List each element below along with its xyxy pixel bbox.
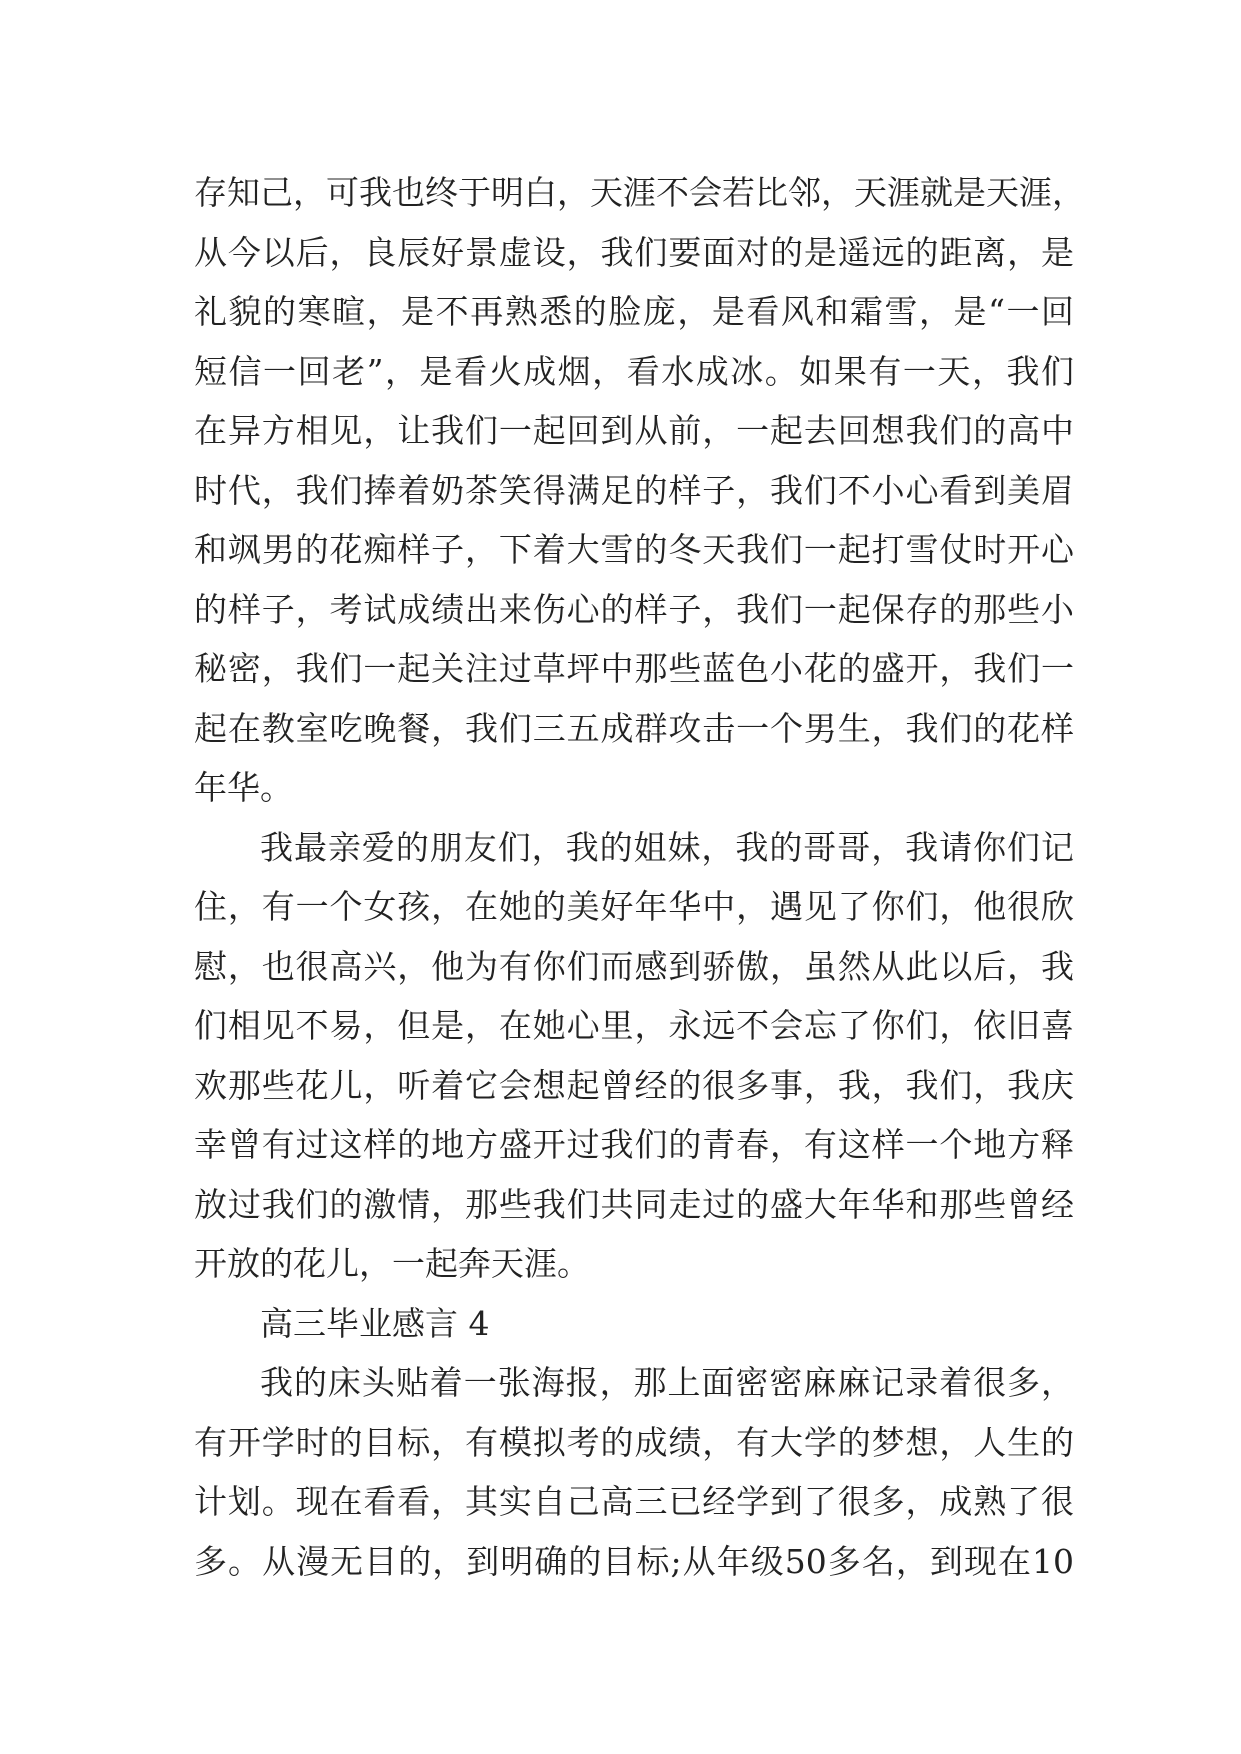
text-line: 开放的花儿，一起奔天涯。 — [194, 1244, 590, 1283]
text-line: 年华。 — [194, 768, 293, 807]
text-line: 放过我们的激情，那些我们共同走过的盛大年华和那些曾经 — [194, 1184, 1074, 1224]
text-line: 时代，我们捧着奶茶笑得满足的样子，我们不小心看到美眉 — [194, 470, 1074, 510]
text-line: 慰，也很高兴，他为有你们而感到骄傲，虽然从此以后，我 — [194, 946, 1074, 986]
section-heading: 高三毕业感言 4 — [260, 1303, 490, 1343]
text-line: 秘密，我们一起关注过草坪中那些蓝色小花的盛开，我们一 — [194, 649, 1074, 688]
text-line: 幸曾有过这样的地方盛开过我们的青春，有这样一个地方释 — [194, 1125, 1074, 1164]
text-line: 我的床头贴着一张海报，那上面密密麻麻记录着很多， — [260, 1363, 1074, 1402]
text-line: 住，有一个女孩，在她的美好年华中，遇见了你们，他很欣 — [194, 887, 1074, 926]
text-line: 我最亲爱的朋友们，我的姐妹，我的哥哥，我请你们记 — [260, 827, 1074, 867]
text-line: 的样子，考试成绩出来伤心的样子，我们一起保存的那些小 — [194, 589, 1074, 629]
text-line: 欢那些花儿，听着它会想起曾经的很多事，我，我们，我庆 — [194, 1065, 1074, 1105]
text-line: 多。从漫无目的，到明确的目标;从年级50多名，到现在10 — [194, 1541, 1074, 1581]
text-line: 们相见不易，但是，在她心里，永远不会忘了你们，依旧喜 — [194, 1006, 1074, 1045]
text-line: 礼貌的寒暄，是不再熟悉的脸庞，是看风和霜雪，是“一回 — [194, 292, 1074, 331]
text-line: 存知己，可我也终于明白，天涯不会若比邻，天涯就是天涯， — [194, 173, 1085, 212]
text-line: 有开学时的目标，有模拟考的成绩，有大学的梦想，人生的 — [194, 1422, 1074, 1462]
body-text — [194, 163, 1085, 1591]
text-line: 和飒男的花痴样子，下着大雪的冬天我们一起打雪仗时开心 — [194, 530, 1074, 569]
text-line: 在异方相见，让我们一起回到从前，一起去回想我们的高中 — [194, 411, 1074, 450]
text-line: 计划。现在看看，其实自己高三已经学到了很多，成熟了很 — [194, 1482, 1074, 1521]
text-line: 从今以后，良辰好景虚设，我们要面对的是遥远的距离，是 — [194, 232, 1074, 272]
text-line: 起在教室吃晚餐，我们三五成群攻击一个男生，我们的花样 — [194, 708, 1074, 748]
text-line: 短信一回老”，是看火成烟，看水成冰。如果有一天，我们 — [194, 351, 1074, 391]
